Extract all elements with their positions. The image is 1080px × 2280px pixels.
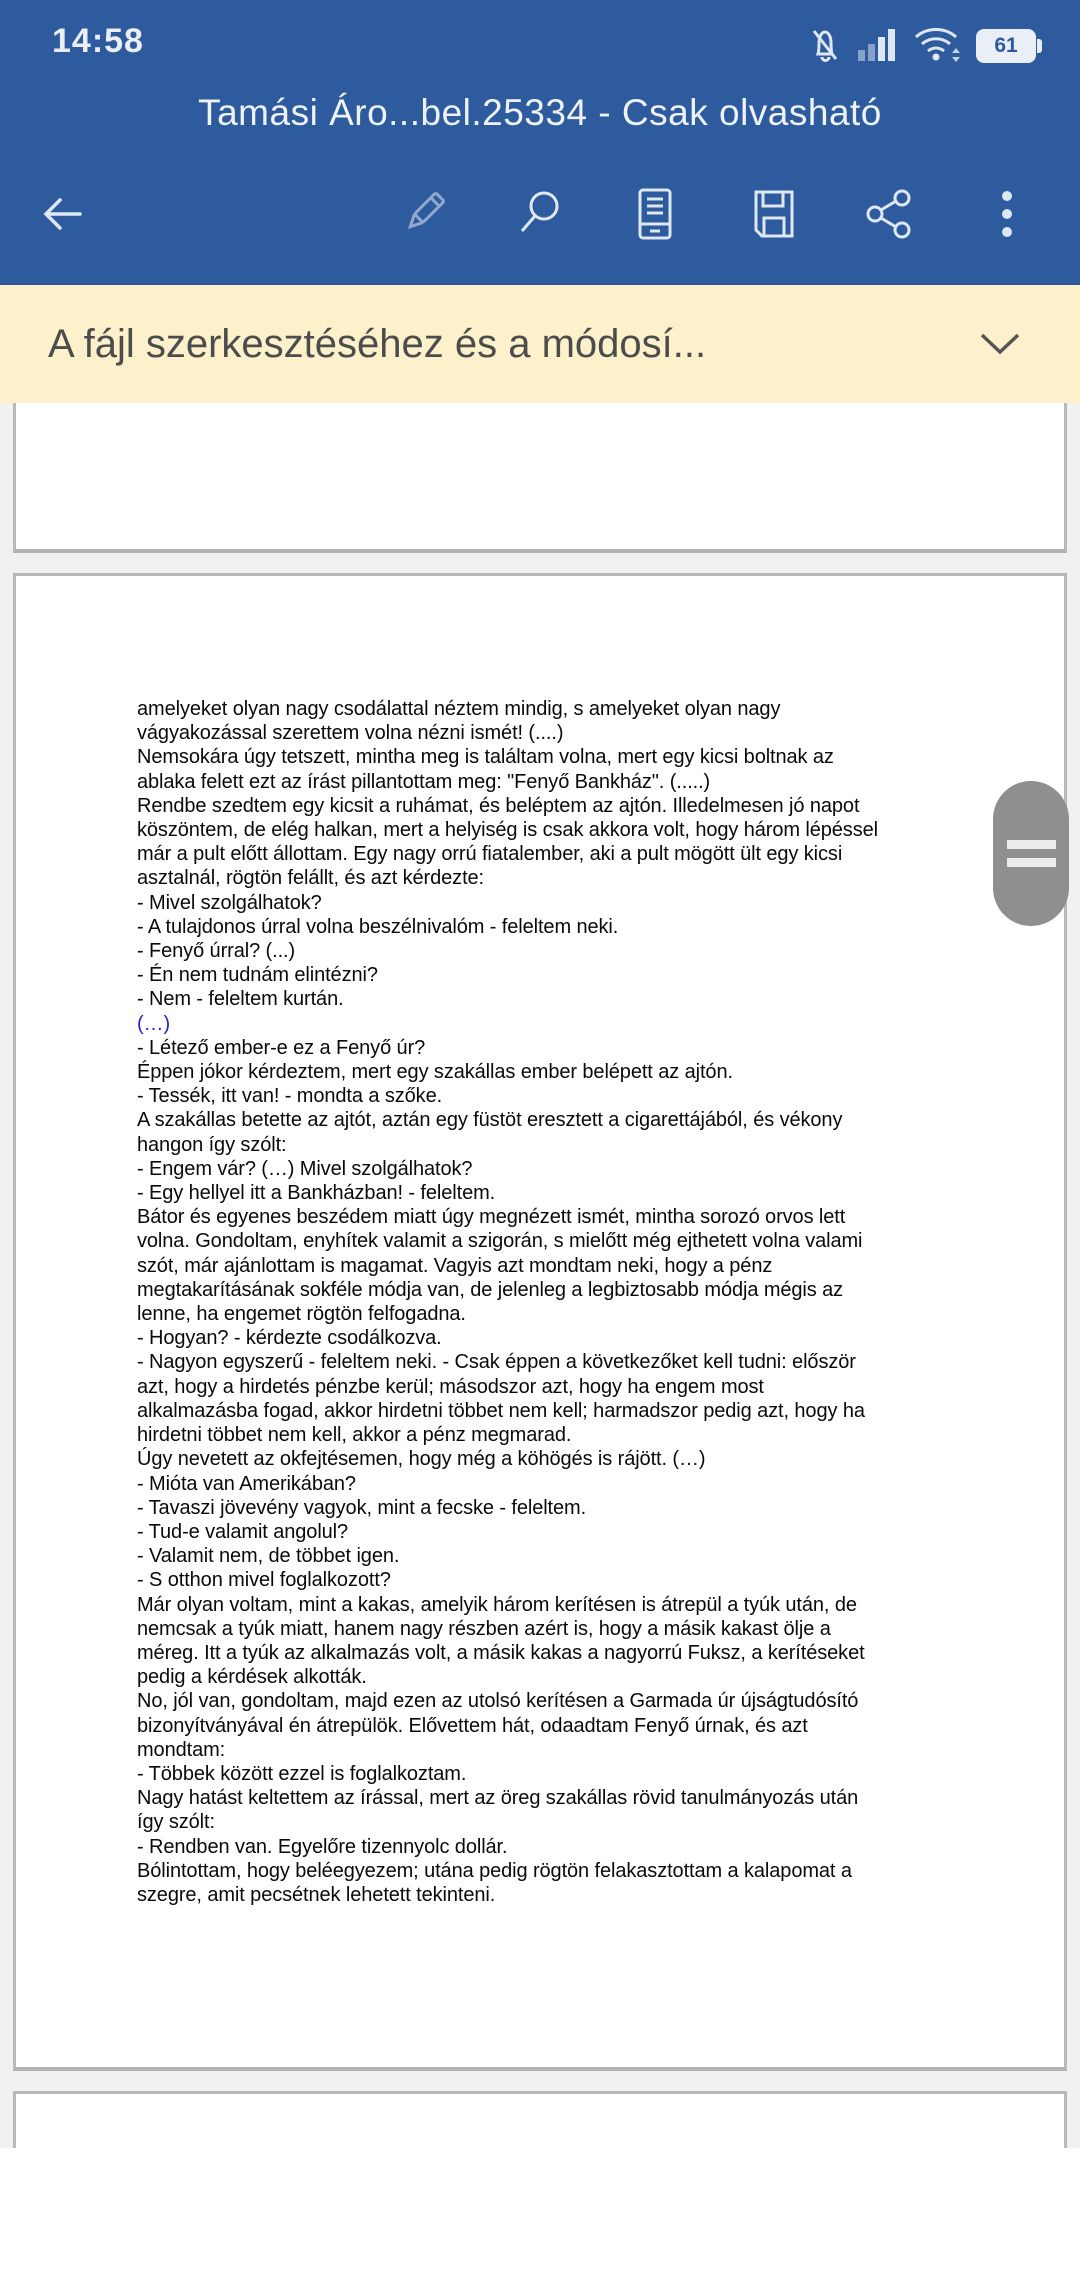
page-previous	[13, 403, 1067, 553]
text-line: - Tessék, itt van! - mondta a szőke.	[137, 1085, 443, 1108]
text-line: Bátor és egyenes beszédem miatt úgy megnézett ismét, mintha sorozó orvos lett	[137, 1206, 846, 1229]
text-line: - Egy hellyel itt a Bankházban! - feleltem.	[137, 1182, 496, 1205]
text-line: - Tavaszi jövevény vagyok, mint a fecske - feleltem.	[137, 1496, 587, 1519]
text-line: - Engem vár? (…) Mivel szolgálhatok?	[137, 1157, 473, 1180]
more-vertical-icon	[981, 186, 1033, 242]
text-line: Éppen jókor kérdeztem, mert egy szakállas ember belépett az ajtón.	[137, 1061, 733, 1084]
chevron-down-icon[interactable]	[978, 331, 1022, 357]
text-line: A szakállas betette az ajtót, aztán egy füstöt eresztett a cigarettájából, és vékony	[137, 1109, 843, 1132]
text-line: - Nem - feleltem kurtán.	[137, 988, 344, 1011]
edit-button[interactable]	[397, 186, 449, 242]
mobile-view-icon	[629, 186, 681, 242]
save-floppy-icon	[748, 186, 800, 242]
text-line: azt, hogy a hirdetés pénzbe kerül; másodszor azt, hogy ha engem most	[137, 1375, 764, 1398]
search-button[interactable]	[514, 186, 566, 242]
text-line: - A tulajdonos úrral volna beszélnivalóm - feleltem neki.	[137, 915, 619, 938]
text-line: - Fenyő úrral? (...)	[137, 940, 296, 963]
back-arrow-icon	[36, 186, 88, 242]
wifi-icon	[912, 23, 964, 70]
text-line: köszöntem, de elég halkan, mert a helyiség is csak akkora volt, hogy három lépéssel	[137, 819, 878, 842]
search-icon	[514, 186, 566, 242]
document-title: Tamási Áro...bel.25334 - Csak olvasható	[198, 92, 882, 133]
more-options-button[interactable]	[981, 186, 1033, 242]
readonly-banner[interactable]	[0, 285, 1080, 403]
text-line: No, jól van, gondoltam, majd ezen az utolsó kerítésen a Garmada úr újságtudósító	[137, 1690, 859, 1713]
text-line: vágyakozással szerettem volna nézni ismét! (....)	[137, 722, 564, 745]
text-line: Úgy nevetett az okfejtésemen, hogy még a köhögés is rájött. (…)	[137, 1448, 706, 1471]
app-bar	[0, 0, 1080, 285]
text-line: - S otthon mivel foglalkozott?	[137, 1569, 391, 1592]
text-line: megtakarításának sokféle módja van, de jelenleg a legbiztosabb módja mégis az	[137, 1278, 844, 1301]
status-icons	[806, 24, 1036, 68]
text-line: - Mivel szolgálhatok?	[137, 891, 322, 914]
text-line: volna. Gondoltam, enyhítek valamit a szigorán, s mielőtt még ejthetett volna valami	[137, 1230, 863, 1253]
text-line: - Mióta van Amerikában?	[137, 1472, 356, 1495]
status-time: 14:58	[52, 22, 144, 60]
text-line: már a pult előtt állottam. Egy nagy orrú fiatalember, aki a pult mögött ült egy kicsi	[137, 843, 843, 866]
text-line: nemcsak a tyúk miatt, hanem nagy részben azért is, hogy a másik kakast ölje a	[137, 1617, 831, 1640]
text-line: - Többek között ezzel is foglalkoztam.	[137, 1762, 467, 1785]
text-line: Rendbe szedtem egy kicsit a ruhámat, és beléptem az ajtón. Illedelmesen jó napot	[137, 794, 860, 817]
text-line: asztalnál, rögtön felállt, és azt kérdezte:	[137, 867, 484, 890]
page-current	[13, 573, 1067, 2071]
text-line: amelyeket olyan nagy csodálattal néztem mindig, s amelyeket olyan nagy	[137, 698, 781, 720]
text-line: pedig a kérdések alkották.	[137, 1666, 367, 1689]
mobile-view-button[interactable]	[629, 186, 681, 242]
text-line: - Valamit nem, de többet igen.	[137, 1545, 400, 1568]
text-line: szót, már ajánlottam is magamat. Vagyis azt mondtam neki, hogy a pénz	[137, 1254, 773, 1277]
battery-percent: 61	[994, 34, 1018, 57]
text-line: - Én nem tudnám elintézni?	[137, 964, 378, 987]
text-line: - Rendben van. Egyelőre tizennyolc dollár.	[137, 1835, 508, 1858]
text-line: (…)	[137, 1012, 171, 1035]
text-line: hirdetni többet nem kell, akkor a pénz megmarad.	[137, 1424, 572, 1447]
banner-message: A fájl szerkesztéséhez és a módosí...	[48, 321, 707, 366]
text-line: bizonyítványával én átrepülök. Elővettem hát, odaadtam Fenyő úrnak, és azt	[137, 1714, 808, 1737]
text-line: - Nagyon egyszerű - feleltem neki. - Csak éppen a következőket kell tudni: először	[137, 1351, 856, 1374]
text-line: méreg. Itt a tyúk az alkalmazás volt, a másik kakas a nagyorrú Fuksz, a kerítéseket	[137, 1641, 865, 1664]
text-line: lenne, ha engemet rögtön felfogadna.	[137, 1303, 466, 1326]
text-line: Bólintottam, hogy beléegyezem; utána pedig rögtön felakasztottam a kalapomat a	[137, 1859, 852, 1882]
text-line: így szólt:	[137, 1811, 215, 1834]
document-text	[137, 697, 982, 1907]
text-line: Nagy hatást keltettem az írással, mert az öreg szakállas rövid tanulmányozás után	[137, 1787, 859, 1810]
text-line: - Létező ember-e ez a Fenyő úr?	[137, 1036, 426, 1059]
edit-pencil-icon	[397, 186, 449, 242]
text-line: hangon így szólt:	[137, 1133, 287, 1156]
text-line: Már olyan voltam, mint a kakas, amelyik három kerítésen is átrepül a tyúk után, de	[137, 1593, 857, 1616]
android-nav-bar	[0, 2148, 1080, 2280]
scroll-handle-grip-line	[1007, 840, 1056, 849]
text-line: szegre, amit pecsétnek lehetett tekinteni.	[137, 1883, 496, 1906]
page-next	[13, 2091, 1067, 2151]
notifications-muted-icon	[806, 23, 844, 70]
text-line: - Hogyan? - kérdezte csodálkozva.	[137, 1327, 442, 1350]
share-button[interactable]	[862, 186, 914, 242]
text-line: - Tud-e valamit angolul?	[137, 1520, 349, 1543]
signal-strength-icon	[856, 24, 900, 69]
document-viewport[interactable]	[0, 403, 1080, 2148]
scroll-handle[interactable]	[993, 781, 1069, 926]
battery-icon	[976, 29, 1036, 63]
scroll-handle-grip-line	[1007, 858, 1056, 867]
share-icon	[862, 186, 914, 242]
back-button[interactable]	[36, 186, 88, 242]
text-line: Nemsokára úgy tetszett, mintha meg is találtam volna, mert egy kicsi boltnak az	[137, 746, 834, 769]
text-line: alkalmazásba fogad, akkor hirdetni többet nem kell; harmadszor pedig azt, hogy ha	[137, 1399, 865, 1422]
save-button[interactable]	[748, 186, 800, 242]
text-line: mondtam:	[137, 1738, 226, 1761]
text-line: ablaka felett ezt az írást pillantottam meg: "Fenyő Bankház". (.....)	[137, 770, 711, 793]
